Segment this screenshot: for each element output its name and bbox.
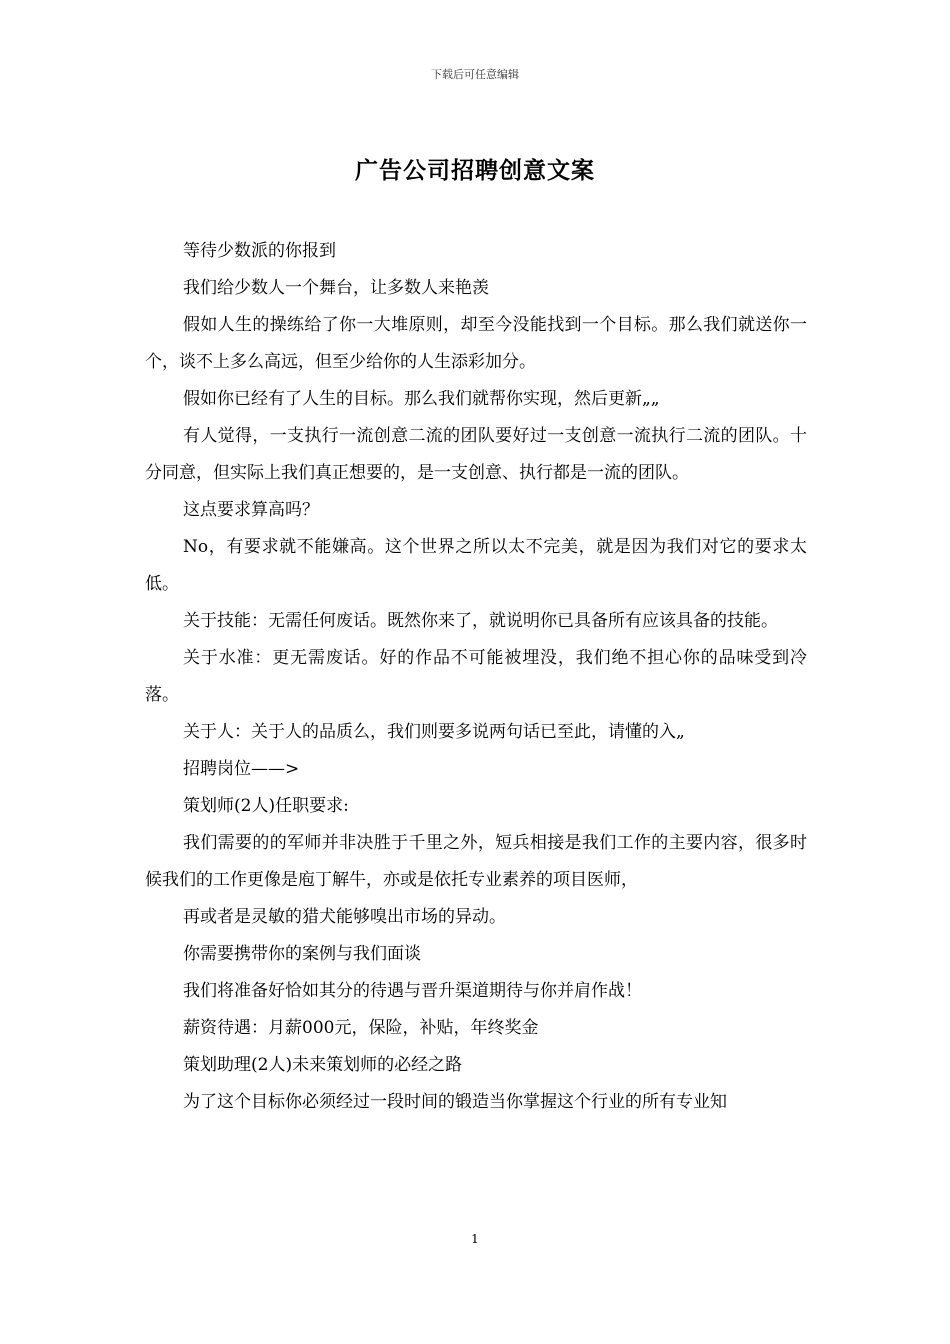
paragraph: 再或者是灵敏的猎犬能够嗅出市场的异动。 (183, 907, 506, 927)
paragraph: 有人觉得，一支执行一流创意二流的团队要好过一支创意一流执行二流的团队。十分同意，但实际上我们真正想要的，是一支创意、执行都是一流的团队。 (145, 426, 807, 483)
paragraph: No，有要求就不能嫌高。这个世界之所以太不完美，就是因为我们对它的要求太低。 (145, 537, 807, 594)
paragraph: 策划师(2人)任职要求: (183, 796, 349, 816)
paragraph: 这点要求算高吗？ (183, 500, 319, 520)
document-title: 广告公司招聘创意文案 (355, 157, 595, 184)
paragraph: 假如你已经有了人生的目标。那么我们就帮你实现，然后更新„„ (183, 389, 660, 409)
page-number: 1 (471, 1232, 479, 1246)
paragraph: 假如人生的操练给了你一大堆原则，却至今没能找到一个目标。那么我们就送你一个，谈不上多么高远，但至少给你的人生添彩加分。 (145, 315, 807, 372)
paragraph: 我们需要的的军师并非决胜于千里之外，短兵相接是我们工作的主要内容，很多时候我们的工作更像是庖丁解牛，亦或是依托专业素养的项目医师， (145, 833, 807, 890)
paragraph: 你需要携带你的案例与我们面谈 (183, 944, 421, 964)
paragraph: 薪资待遇：月薪000元，保险，补贴，年终奖金 (183, 1018, 539, 1038)
paragraph: 策划助理(2人)未来策划师的必经之路 (183, 1055, 463, 1075)
paragraph: 关于人：关于人的品质么，我们则要多说两句话已至此，请懂的入„ (183, 722, 685, 742)
paragraph: 我们将准备好恰如其分的待遇与晋升渠道期待与你并肩作战！ (183, 981, 642, 1001)
header-note: 下载后可任意编辑 (431, 68, 519, 81)
paragraph: 为了这个目标你必须经过一段时间的锻造当你掌握这个行业的所有专业知 (183, 1092, 727, 1112)
paragraph: 关于技能：无需任何废话。既然你来了，就说明你已具备所有应该具备的技能。 (183, 611, 778, 631)
paragraph: 招聘岗位——> (183, 759, 300, 779)
paragraph: 我们给少数人一个舞台，让多数人来艳羡 (183, 278, 489, 298)
paragraph: 关于水准：更无需废话。好的作品不可能被埋没，我们绝不担心你的品味受到冷落。 (145, 648, 807, 705)
document-body (145, 233, 807, 1121)
paragraph: 等待少数派的你报到 (183, 241, 336, 261)
